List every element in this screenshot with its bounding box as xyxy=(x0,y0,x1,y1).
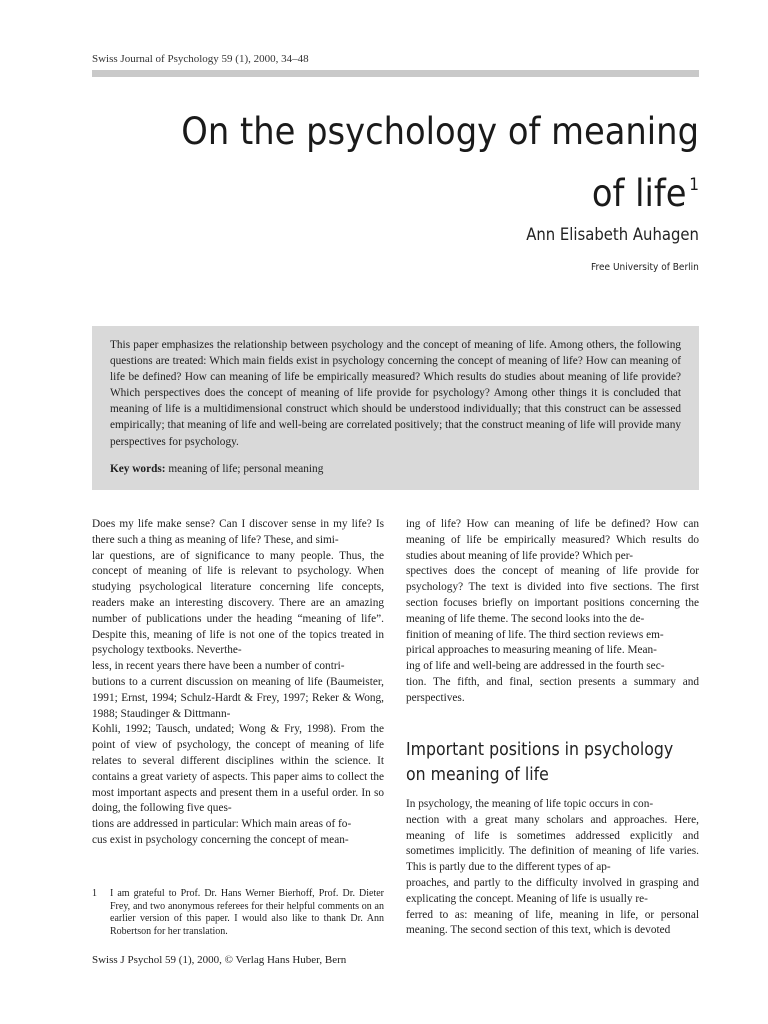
header-rule xyxy=(92,70,699,77)
section-heading: Important positions in psychology on meaning of life xyxy=(406,740,674,785)
title-line-1: On the psychology of meaning xyxy=(181,109,700,153)
footnote-marker: 1 xyxy=(92,888,97,899)
author-affiliation: Free University of Berlin xyxy=(591,262,699,273)
author-name: Ann Elisabeth Auhagen xyxy=(526,225,699,244)
body-right-column-bottom: In psychology, the meaning of life topic occurs in con- nection with a great many scholars and approaches. Here, meaning of life is sometimes addressed explicitly and sometimes implicitly. The definition of meaning of life varies. This is partly due to the different types of ap- proaches, and partly to the difficulty involved in grasping and explicating the concept. Meaning of life is usually re- ferred to as: meaning of life, meaning in life, or personal meaning. The second section of this text, which is devoted xyxy=(406,798,699,937)
paper-title xyxy=(141,104,699,220)
keywords-label: Key words: xyxy=(110,463,166,475)
running-head: Swiss Journal of Psychology 59 (1), 2000, 34–48 xyxy=(92,53,309,65)
title-footnote-marker: 1 xyxy=(689,175,699,195)
abstract-text: This paper emphasizes the relationship between psychology and the concept of meaning of life. Among others, the following questions are treated: Which main fields exist in psychology concerning the concept of meaning of life? How can meaning of life be defined? How can meaning of life be empirically measured? Which results do studies about meaning of life provide? Which perspectives does the concept of meaning of life provide for psychology? Among other things it is concluded that meaning of life is a multidimensional construct which should be understood individually; that this construct can be assessed empirically; that meaning of life and well-being are correlated positively; that the construct meaning of life will provide many perspectives for psychology. xyxy=(110,339,681,448)
title-line-2: of life xyxy=(591,171,687,215)
page-footer: Swiss J Psychol 59 (1), 2000, © Verlag Hans Huber, Bern xyxy=(92,954,347,966)
body-left-column: Does my life make sense? Can I discover sense in my life? Is there such a thing as meaning of life? These, and simi- lar questions, are of significance to many people. Thus, the concept of meaning of life is relevant to psychology. When studying psychological literature concerning life concepts, readers make an interesting discovery. There are an amazing number of publications under the heading “meaning of life”. Despite this, meaning of life is not one of the topics treated in psychology textbooks. Neverthe- less, in recent years there have been a number of contri- butions to a current discussion on meaning of life (Baumeister, 1991; Ernst, 1994; Schulz-Hardt & Frey, 1997; Reker & Wong, 1988; Staudinger & Dittmann- Kohli, 1992; Tausch, undated; Wong & Fry, 1998). From the point of view of psychology, the concept of meaning of life relates to several different disciplines within the science. It contains a great variety of aspects. This paper aims to collect the most important aspects and present them in a useful order. In so doing, the following five ques- tions are addressed in particular: Which main areas of fo- cus exist in psychology concerning the concept of mean- xyxy=(92,518,384,846)
keywords xyxy=(110,463,323,475)
keywords-value: meaning of life; personal meaning xyxy=(168,463,324,475)
body-right-column-top: ing of life? How can meaning of life be defined? How can meaning of life be empirically measured? Which results do studies about meaning of life provide? Which per- spectives does the concept of meaning of life provide for psychology? The text is divided into five sections. The first section focuses briefly on important positions concerning the meaning of life theme. The second looks into the de- finition of meaning of life. The third section reviews em- pirical approaches to measuring meaning of life. Mean- ing of life and well-being are addressed in the fourth sec- tion. The fifth, and final, section presents a summary and perspectives. xyxy=(406,518,699,704)
footnote-text: I am grateful to Prof. Dr. Hans Werner Bierhoff, Prof. Dr. Dieter Frey, and two anonymous referees for their helpful comments on an earlier version of this paper. I would also like to thank Dr. Ann Robertson for her translation. xyxy=(110,888,384,937)
